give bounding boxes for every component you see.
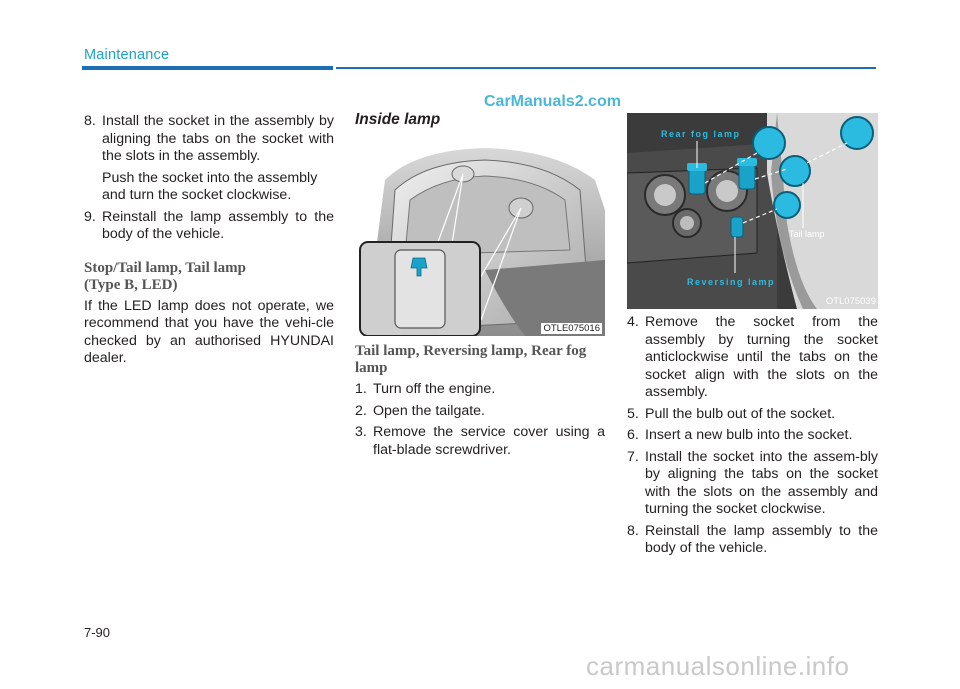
led-heading: Stop/Tail lamp, Tail lamp [84,259,247,276]
step-number: 3. [355,424,367,440]
step-number: 4. [627,314,639,330]
list-item [355,403,605,421]
tail-lamp-heading: Tail lamp, Reversing lamp, Rear fog lamp [355,343,587,376]
list-item [627,406,878,424]
list-item [627,523,878,558]
watermark-link[interactable]: CarManuals2.com [484,93,621,110]
step-number: 8. [84,113,96,129]
list-item [627,314,878,402]
step-9 [84,209,334,244]
reversing-lamp-label: Reversing lamp [687,277,776,287]
column-middle [355,111,605,139]
led-paragraph: If the LED lamp does not operate, we recommend that you have the vehi-cle checked by an authorised HYUNDAI dealer. [84,297,334,366]
column-right [627,314,878,562]
led-heading-type: (Type B, LED) [84,276,178,293]
step-text: Turn off the engine. [373,381,496,397]
step-number: 5. [627,405,639,422]
rear-fog-lamp-label: Rear fog lamp [661,129,741,139]
list-item [355,424,605,459]
step-number: 7. [627,448,639,465]
section-title: Maintenance [84,47,170,63]
step-8-subtext: Push the socket into the assembly and turn the socket clockwise. [102,169,318,203]
step-number: 1. [355,381,367,397]
step-number: 6. [627,427,639,443]
step-number: 8. [627,522,639,539]
column-left [84,113,334,368]
column-middle-lower [355,343,605,463]
step-text: Remove the socket from the assembly by turning the socket anticlockwise until the tabs on the socket align with the slots on the assembly. [645,314,878,400]
list-item [355,381,605,399]
step-number: 9. [84,208,96,225]
step-number: 2. [355,402,367,419]
step-text: Pull the bulb out of the socket. [645,405,836,422]
step-8 [84,113,334,166]
list-item [627,427,878,445]
step-text: Remove the service cover using a flat-blade screwdriver. [373,424,605,458]
step-text: Open the tailgate. [373,402,486,419]
list-item [627,449,878,519]
step-text: Install the socket into the assem-bly by aligning the tabs on the socket with the slots on the assembly and turning the socket clockwise. [645,448,878,517]
step-text: Reinstall the lamp assembly to the body of the vehicle. [102,208,334,242]
step-text: Install the socket in the assembly by aligning the tabs on the socket with the slots in the assembly. [102,113,334,164]
step-text: Insert a new bulb into the socket. [645,427,853,443]
header-rule-thin [336,67,876,69]
watermark-footer: carmanualsonline.info [586,651,850,681]
inside-lamp-heading: Inside lamp [355,111,441,128]
figure-code: OTLE075016 [543,323,600,334]
page-number: 7-90 [84,625,111,640]
tailgate-figure [355,140,605,336]
tailgate-illustration [355,140,605,336]
rear-lamp-figure [627,113,878,309]
tail-lamp-label: Tail lamp [789,229,825,239]
header-rule-thick [82,66,333,70]
step-text: Reinstall the lamp assembly to the body of the vehicle. [645,522,878,556]
figure-code: OTL075039 [825,296,876,307]
